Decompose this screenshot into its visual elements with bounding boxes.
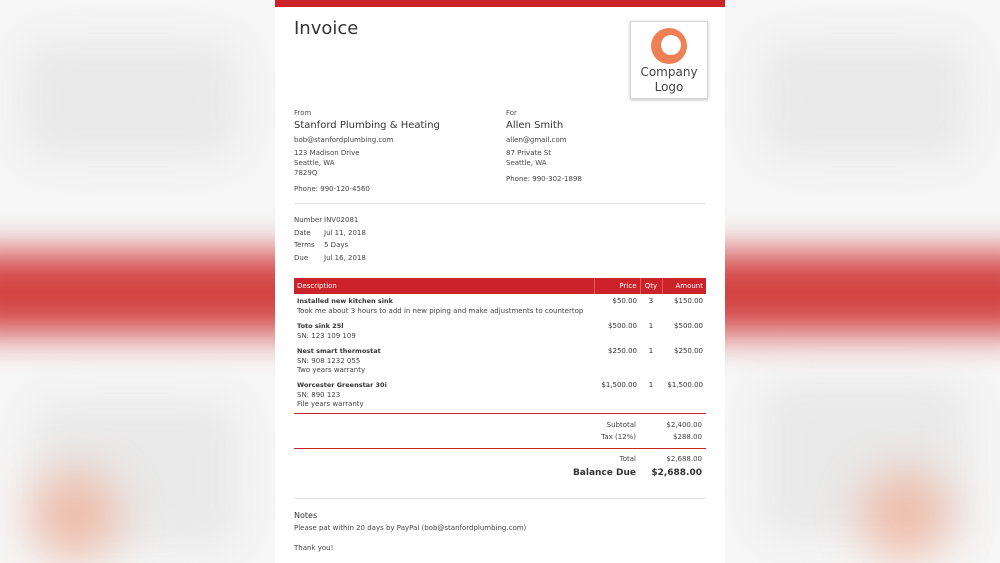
- from-address-line: Seattle, WA: [294, 159, 335, 167]
- invoice-top-accent-bar: [275, 0, 725, 7]
- item-price: $50.00: [612, 297, 637, 305]
- meta-label: Terms: [294, 241, 315, 249]
- line-items-table: [294, 278, 706, 412]
- item-detail: SN: 908 1232 055: [297, 356, 361, 365]
- column-header-qty: Qty: [640, 278, 662, 294]
- background-blur-shape: [760, 40, 970, 160]
- logo-text-line: Logo: [654, 80, 684, 94]
- item-description: [294, 319, 594, 344]
- balance-due-value: $2,688.00: [651, 468, 702, 478]
- background-blur-shape: [20, 40, 240, 160]
- invoice-date: Jul 11, 2018: [324, 228, 366, 237]
- from-email: bob@stanfordplumbing.com: [294, 136, 394, 144]
- for-phone: Phone: 990-302-1898: [506, 175, 582, 183]
- company-logo: [630, 21, 708, 99]
- for-address-line: Seattle, WA: [506, 159, 547, 167]
- column-header-price: Price: [594, 278, 640, 294]
- from-name: Stanford Plumbing & Heating: [294, 120, 440, 131]
- table-header-row: [294, 278, 706, 294]
- invoice-terms: 5 Days: [324, 241, 349, 249]
- invoice-number: INV02081: [324, 216, 359, 224]
- invoice-page: [275, 0, 725, 563]
- item-qty: 1: [648, 347, 654, 355]
- for-name: Allen Smith: [506, 120, 564, 131]
- item-name: Worcester Greenstar 30i: [297, 381, 387, 389]
- totals-rule: [294, 448, 706, 449]
- item-name: Nest smart thermostat: [297, 347, 381, 355]
- item-detail: SN: 123 109 109: [297, 331, 356, 340]
- notes-text: Please pat within 20 days by PayPal (bob@stanfordplumbing.com): [294, 524, 527, 532]
- item-amount: $150.00: [674, 297, 703, 305]
- from-address-line: 123 Madison Drive: [294, 149, 360, 157]
- invoice-title: Invoice: [294, 18, 359, 39]
- column-header-description: Description: [294, 278, 594, 294]
- background-blur-circle: [30, 470, 120, 560]
- item-price: $1,500.00: [601, 381, 637, 389]
- invoice-due: Jul 16, 2018: [324, 253, 366, 262]
- for-section: [506, 109, 582, 184]
- item-description: [294, 294, 594, 319]
- balance-due-label: Balance Due: [572, 468, 636, 478]
- tax-value: $288.00: [673, 433, 702, 441]
- divider: [294, 498, 706, 499]
- item-amount: $500.00: [674, 322, 703, 330]
- item-description: [294, 378, 594, 412]
- table-row: [294, 378, 706, 412]
- item-detail: SN: 890 123: [297, 390, 341, 399]
- notes-thanks: Thank you!: [294, 544, 334, 552]
- meta-row-number: [294, 216, 366, 229]
- column-header-amount: Amount: [662, 278, 706, 294]
- table-row: [294, 319, 706, 344]
- tax-label: Tax (12%): [601, 433, 636, 441]
- item-amount: $250.00: [674, 347, 703, 355]
- items-bottom-rule: [294, 413, 706, 414]
- subtotal-label: Subtotal: [606, 421, 636, 429]
- logo-circle-icon: [651, 28, 687, 64]
- item-description: [294, 344, 594, 378]
- notes-heading: Notes: [294, 511, 318, 520]
- item-name: Installed new kitchen sink: [297, 297, 393, 305]
- item-qty: 1: [648, 381, 654, 389]
- item-qty: 1: [648, 322, 654, 330]
- for-label: For: [506, 109, 517, 117]
- from-label: From: [294, 109, 312, 117]
- meta-label: Date: [294, 228, 311, 237]
- item-price: $500.00: [608, 322, 637, 330]
- item-name: Toto sink 25l: [297, 322, 344, 330]
- for-address-line: 87 Private St: [506, 149, 551, 157]
- meta-label: Due: [294, 253, 309, 262]
- item-qty: 3: [648, 297, 654, 305]
- subtotal-value: $2,400.00: [666, 421, 702, 429]
- from-section: [294, 109, 440, 194]
- from-address-line: 7829Q: [294, 169, 318, 177]
- total-value: $2,688.00: [666, 455, 702, 463]
- table-row: [294, 344, 706, 378]
- item-amount: $1,500.00: [667, 381, 703, 389]
- item-detail: File years warranty: [297, 400, 364, 408]
- meta-row-terms: [294, 241, 366, 254]
- divider: [294, 203, 706, 204]
- item-price: $250.00: [608, 347, 637, 355]
- total-label: Total: [619, 455, 636, 463]
- meta-label: Number: [294, 216, 323, 224]
- background-blur-circle: [860, 470, 950, 560]
- logo-text-line: Company: [640, 65, 698, 79]
- for-email: allen@gmail.com: [506, 136, 567, 144]
- meta-row-date: [294, 229, 366, 242]
- item-detail: Two years warranty: [297, 366, 366, 374]
- logo-text: [631, 65, 707, 95]
- from-phone: Phone: 990-120-4560: [294, 185, 370, 193]
- meta-row-due: [294, 254, 366, 267]
- table-row: [294, 294, 706, 319]
- item-detail: Took me about 3 hours to add in new piping and make adjustments to countertop: [297, 306, 584, 315]
- invoice-meta: [294, 216, 366, 266]
